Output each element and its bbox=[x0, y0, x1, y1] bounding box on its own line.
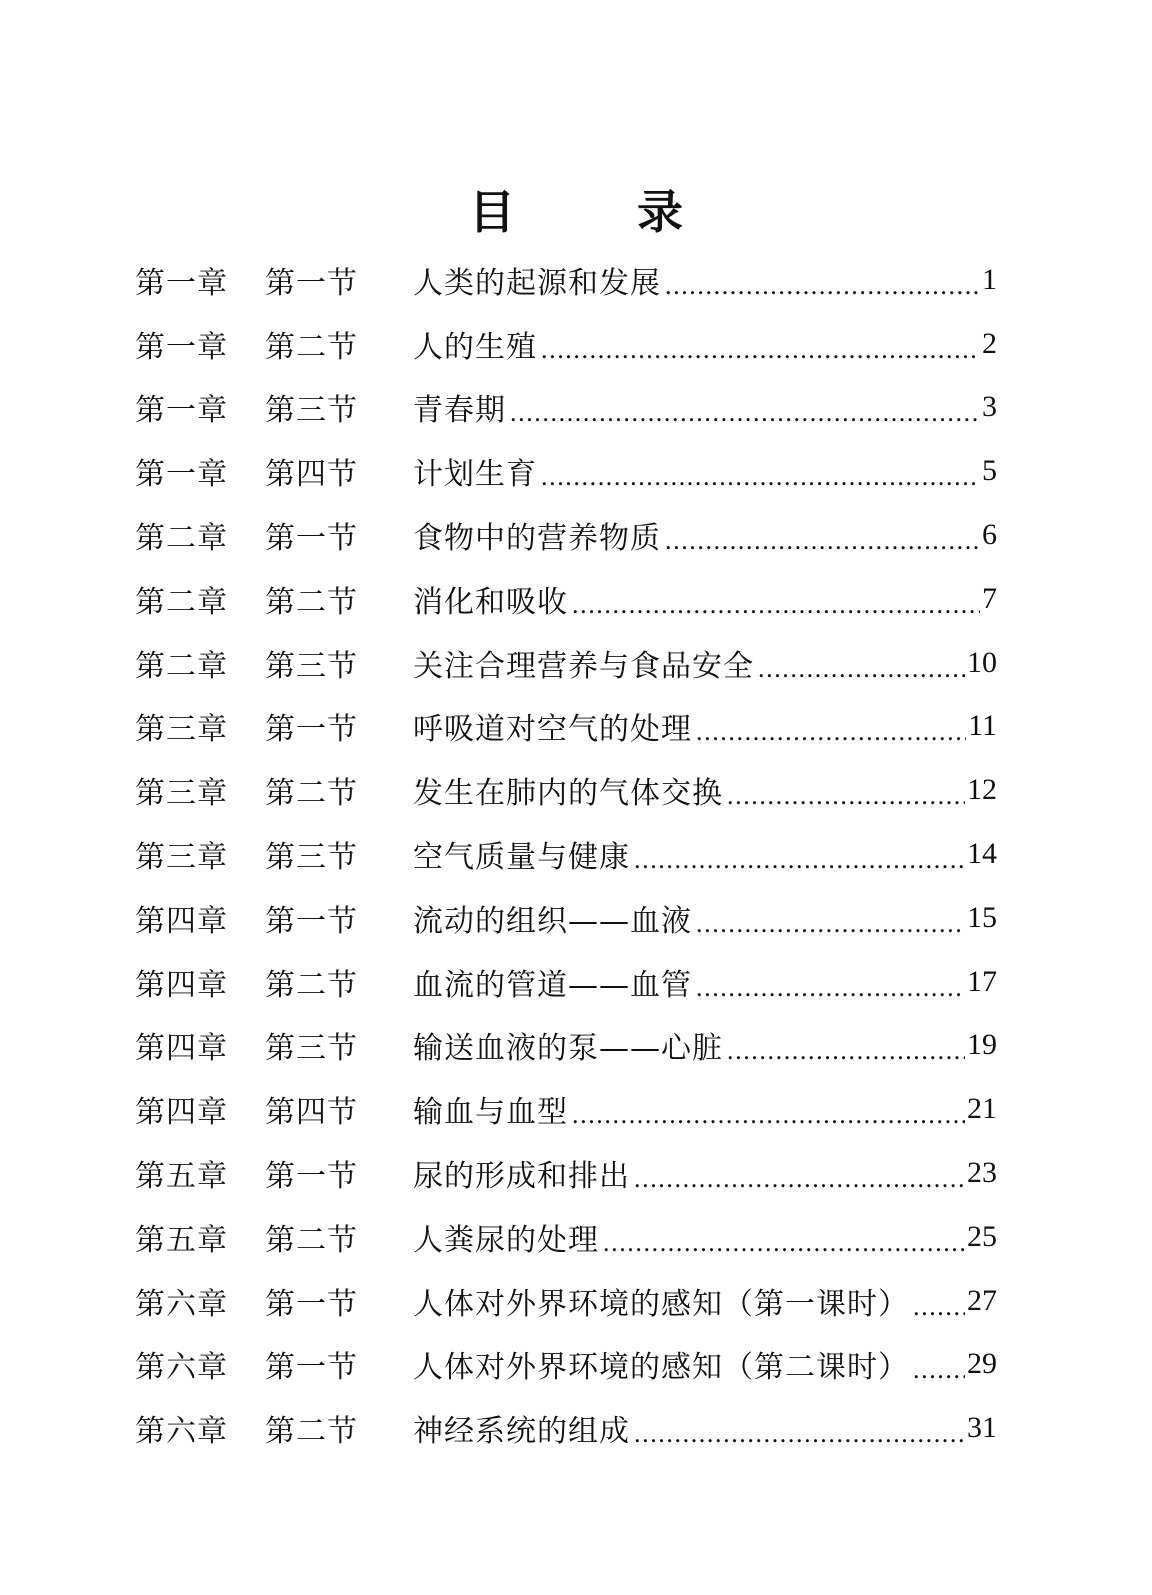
toc-title: 输送血液的泵——心脏 bbox=[413, 1031, 723, 1067]
toc-title: 人体对外界环境的感知（第一课时） bbox=[413, 1286, 909, 1322]
toc-entry[interactable] bbox=[135, 439, 997, 503]
toc-page-number: 17 bbox=[967, 964, 997, 998]
toc-dot-leader bbox=[758, 659, 965, 695]
toc-page-number: 7 bbox=[982, 581, 997, 615]
toc-dot-leader bbox=[696, 978, 965, 1014]
toc-dot-leader bbox=[541, 467, 980, 503]
toc-page-number: 25 bbox=[967, 1219, 997, 1253]
toc-title: 人粪尿的处理 bbox=[413, 1222, 599, 1258]
toc-title: 尿的形成和排出 bbox=[413, 1159, 630, 1195]
toc-title: 食物中的营养物质 bbox=[413, 521, 661, 557]
toc-entry[interactable] bbox=[135, 1014, 997, 1078]
toc-entry[interactable] bbox=[135, 822, 997, 886]
toc-title: 发生在肺内的气体交换 bbox=[413, 776, 723, 812]
toc-chapter: 第四章 bbox=[135, 967, 228, 1003]
toc-dot-leader bbox=[665, 531, 980, 567]
toc-entry[interactable] bbox=[135, 1333, 997, 1397]
toc-section: 第二节 bbox=[265, 329, 358, 365]
table-of-contents bbox=[135, 248, 997, 1460]
toc-dot-leader bbox=[603, 1233, 965, 1269]
toc-section: 第三节 bbox=[265, 1031, 358, 1067]
toc-chapter: 第四章 bbox=[135, 1031, 228, 1067]
toc-page-number: 21 bbox=[967, 1092, 997, 1126]
toc-dot-leader bbox=[634, 1424, 965, 1460]
toc-entry[interactable] bbox=[135, 631, 997, 695]
toc-entry[interactable] bbox=[135, 248, 997, 312]
toc-chapter: 第一章 bbox=[135, 393, 228, 429]
toc-section: 第一节 bbox=[265, 712, 358, 748]
toc-chapter: 第三章 bbox=[135, 712, 228, 748]
toc-section: 第一节 bbox=[265, 1159, 358, 1195]
toc-entry[interactable] bbox=[135, 376, 997, 440]
toc-chapter: 第五章 bbox=[135, 1222, 228, 1258]
toc-page-number: 3 bbox=[982, 390, 997, 424]
toc-title: 人的生殖 bbox=[413, 329, 537, 365]
toc-section: 第三节 bbox=[265, 648, 358, 684]
toc-page-number: 5 bbox=[982, 454, 997, 488]
toc-dot-leader bbox=[696, 914, 965, 950]
toc-title: 输血与血型 bbox=[413, 1095, 568, 1131]
toc-page-number: 14 bbox=[967, 837, 997, 871]
toc-chapter: 第三章 bbox=[135, 776, 228, 812]
toc-title: 消化和吸收 bbox=[413, 584, 568, 620]
toc-entry[interactable] bbox=[135, 695, 997, 759]
toc-title: 计划生育 bbox=[413, 457, 537, 493]
toc-dot-leader bbox=[665, 276, 980, 312]
toc-section: 第一节 bbox=[265, 1350, 358, 1386]
toc-title: 流动的组织——血液 bbox=[413, 903, 692, 939]
toc-title: 空气质量与健康 bbox=[413, 840, 630, 876]
toc-chapter: 第六章 bbox=[135, 1286, 228, 1322]
toc-page-number: 11 bbox=[968, 709, 997, 743]
toc-chapter: 第六章 bbox=[135, 1350, 228, 1386]
toc-section: 第二节 bbox=[265, 967, 358, 1003]
toc-page-number: 15 bbox=[967, 900, 997, 934]
toc-section: 第二节 bbox=[265, 1414, 358, 1450]
toc-entry[interactable] bbox=[135, 950, 997, 1014]
toc-entry[interactable] bbox=[135, 758, 997, 822]
toc-page-number: 29 bbox=[967, 1347, 997, 1381]
toc-title: 神经系统的组成 bbox=[413, 1414, 630, 1450]
toc-entry[interactable] bbox=[135, 1077, 997, 1141]
toc-section: 第四节 bbox=[265, 457, 358, 493]
toc-dot-leader bbox=[541, 340, 980, 376]
toc-dot-leader bbox=[913, 1297, 965, 1333]
toc-dot-leader bbox=[727, 786, 965, 822]
toc-entry[interactable] bbox=[135, 1396, 997, 1460]
toc-entry[interactable] bbox=[135, 886, 997, 950]
toc-page-number: 2 bbox=[982, 326, 997, 360]
toc-dot-leader bbox=[696, 722, 966, 758]
toc-section: 第一节 bbox=[265, 265, 358, 301]
toc-page-number: 12 bbox=[967, 773, 997, 807]
toc-section: 第三节 bbox=[265, 840, 358, 876]
toc-title: 青春期 bbox=[413, 393, 506, 429]
toc-chapter: 第三章 bbox=[135, 840, 228, 876]
toc-entry[interactable] bbox=[135, 567, 997, 631]
toc-entry[interactable] bbox=[135, 1269, 997, 1333]
toc-chapter: 第六章 bbox=[135, 1414, 228, 1450]
toc-entry[interactable] bbox=[135, 503, 997, 567]
toc-dot-leader bbox=[727, 1041, 965, 1077]
toc-entry[interactable] bbox=[135, 1205, 997, 1269]
toc-chapter: 第一章 bbox=[135, 329, 228, 365]
toc-page-number: 1 bbox=[982, 262, 997, 296]
toc-chapter: 第四章 bbox=[135, 903, 228, 939]
toc-title: 人体对外界环境的感知（第二课时） bbox=[413, 1350, 909, 1386]
toc-entry[interactable] bbox=[135, 1141, 997, 1205]
toc-title: 人类的起源和发展 bbox=[413, 265, 661, 301]
toc-chapter: 第四章 bbox=[135, 1095, 228, 1131]
toc-page-number: 10 bbox=[967, 645, 997, 679]
toc-dot-leader bbox=[634, 1169, 965, 1205]
toc-page-number: 19 bbox=[967, 1028, 997, 1062]
toc-dot-leader bbox=[913, 1360, 965, 1396]
toc-chapter: 第二章 bbox=[135, 584, 228, 620]
toc-entry[interactable] bbox=[135, 312, 997, 376]
toc-dot-leader bbox=[572, 1105, 965, 1141]
toc-dot-leader bbox=[510, 403, 980, 439]
toc-page-number: 6 bbox=[982, 518, 997, 552]
toc-dot-leader bbox=[572, 595, 980, 631]
toc-section: 第二节 bbox=[265, 584, 358, 620]
toc-dot-leader bbox=[634, 850, 965, 886]
toc-title: 血流的管道——血管 bbox=[413, 967, 692, 1003]
toc-section: 第二节 bbox=[265, 776, 358, 812]
toc-page-number: 31 bbox=[967, 1411, 997, 1445]
toc-section: 第三节 bbox=[265, 393, 358, 429]
toc-section: 第一节 bbox=[265, 1286, 358, 1322]
toc-chapter: 第二章 bbox=[135, 521, 228, 557]
toc-page-number: 27 bbox=[967, 1283, 997, 1317]
toc-section: 第一节 bbox=[265, 521, 358, 557]
toc-section: 第二节 bbox=[265, 1222, 358, 1258]
toc-chapter: 第一章 bbox=[135, 265, 228, 301]
toc-title: 关注合理营养与食品安全 bbox=[413, 648, 754, 684]
toc-page-number: 23 bbox=[967, 1156, 997, 1190]
toc-chapter: 第一章 bbox=[135, 457, 228, 493]
toc-chapter: 第五章 bbox=[135, 1159, 228, 1195]
page-title: 目 录 bbox=[469, 185, 721, 239]
toc-section: 第一节 bbox=[265, 903, 358, 939]
toc-title: 呼吸道对空气的处理 bbox=[413, 712, 692, 748]
toc-chapter: 第二章 bbox=[135, 648, 228, 684]
toc-section: 第四节 bbox=[265, 1095, 358, 1131]
